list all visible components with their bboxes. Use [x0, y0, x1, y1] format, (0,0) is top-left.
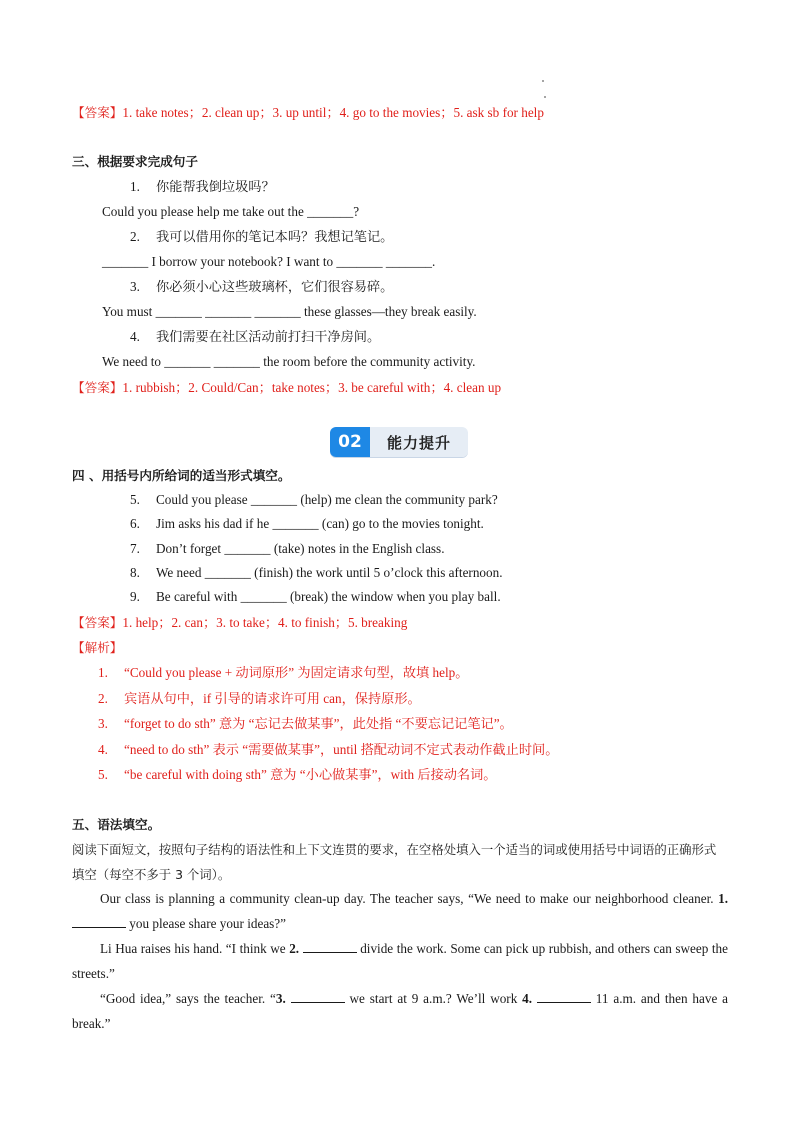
analysis-item: 2. 宾语从句中，if 引导的请求许可用 can，保持原形。	[98, 691, 421, 706]
question-english: We need to _______ _______ the room before the community activity.	[102, 354, 476, 369]
badge-number: 02	[330, 427, 370, 457]
answer-line-1: 【答案】1. take notes；2. clean up；3. up until；4. go to the movies；5. ask sb for help	[72, 105, 544, 120]
badge-label: 能力提升	[370, 427, 468, 457]
analysis-heading: 【解析】	[72, 640, 123, 655]
answer-line-4: 【答案】1. help；2. can；3. to take；4. to finish；5. breaking	[72, 615, 408, 630]
blank-4-input[interactable]	[537, 988, 591, 1003]
section-3-title: 三、根据要求完成句子	[72, 154, 198, 169]
question-item: 4. 我们需要在社区活动前打扫干净房间。	[130, 329, 381, 344]
answer-line-3: 【答案】1. rubbish；2. Could/Can；take notes；3. be careful with；4. clean up	[72, 380, 502, 395]
blank-1-input[interactable]	[72, 913, 126, 928]
reading-passage	[72, 886, 728, 1036]
exercise-item: 8. We need _______ (finish) the work until 5 o’clock this afternoon.	[130, 565, 503, 580]
question-english: You must _______ _______ _______ these glasses—they break easily.	[102, 304, 477, 319]
blank-3-input[interactable]	[291, 988, 345, 1003]
exercise-item: 7. Don’t forget _______ (take) notes in the English class.	[130, 541, 445, 556]
passage-paragraph: Our class is planning a community clean-up day. The teacher says, “We need to make our neighborhood cleaner. 1. you please share your ideas?”	[72, 886, 728, 936]
question-english: Could you please help me take out the _______?	[102, 204, 360, 219]
question-english: _______ I borrow your notebook? I want to _______ _______.	[102, 254, 436, 269]
analysis-item: 3. “forget to do sth” 意为 “忘记去做某事”，此处指 “不要忘记记笔记”。	[98, 716, 513, 731]
exercise-item: 9. Be careful with _______ (break) the window when you play ball.	[130, 589, 501, 604]
question-item: 2. 我可以借用你的笔记本吗？我想记笔记。	[130, 229, 394, 244]
scan-dot	[542, 80, 544, 82]
blank-2-input[interactable]	[303, 938, 357, 953]
exercise-item: 5. Could you please _______ (help) me clean the community park?	[130, 492, 498, 507]
section-4-title: 四 、用括号内所给词的适当形式填空。	[72, 468, 291, 483]
section-5-title: 五、语法填空。	[72, 817, 161, 832]
section-5-instructions: 阅读下面短文，按照句子结构的语法性和上下文连贯的要求，在空格处填入一个适当的词或使用括号中词语的正确形式填空（每空不多于 3 个词）。	[72, 842, 717, 882]
exercise-item: 6. Jim asks his dad if he _______ (can) go to the movies tonight.	[130, 516, 484, 531]
analysis-item: 4. “need to do sth” 表示 “需要做某事”，until 搭配动词不定式表动作截止时间。	[98, 742, 559, 757]
question-item: 3. 你必须小心这些玻璃杯，它们很容易碎。	[130, 279, 394, 294]
scan-dot	[544, 96, 546, 98]
question-item: 1. 你能帮我倒垃圾吗？	[130, 179, 275, 194]
passage-paragraph: Li Hua raises his hand. “I think we 2. divide the work. Some can pick up rubbish, and others can sweep the streets.”	[72, 936, 728, 986]
passage-paragraph: “Good idea,” says the teacher. “3. we start at 9 a.m.? We’ll work 4. 11 a.m. and then have a break.”	[72, 986, 728, 1036]
section-badge	[330, 427, 468, 457]
analysis-item: 5. “be careful with doing sth” 意为 “小心做某事”，with 后接动名词。	[98, 767, 497, 782]
analysis-item: 1. “Could you please + 动词原形” 为固定请求句型，故填 help。	[98, 665, 469, 680]
